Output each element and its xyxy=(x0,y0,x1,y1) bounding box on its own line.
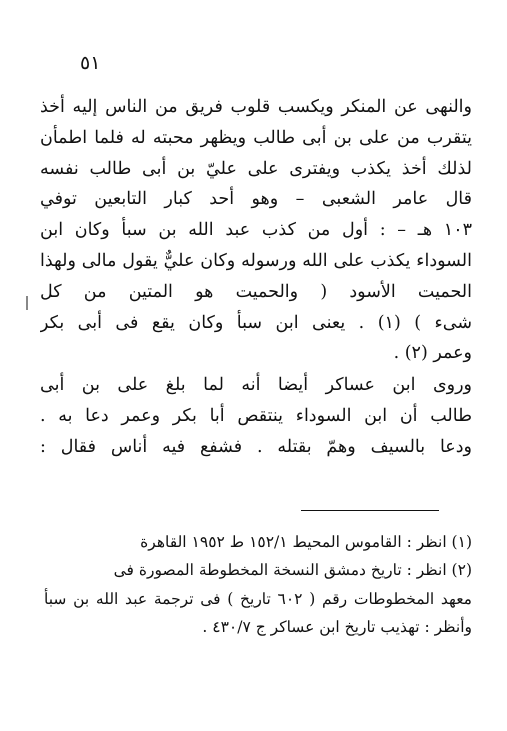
text-line: السوداء يكذب على الله ورسوله وكان عليٌّ يقول مالى ولهذا xyxy=(40,250,472,271)
margin-mark xyxy=(26,296,28,310)
footnote-line: وأنظر : تهذيب تاريخ ابن عساكر ج ٤٣٠/٧ . xyxy=(202,618,472,637)
footnote-line: (١) انظر : القاموس المحيط ١٥٢/١ ط ١٩٥٢ القاهرة xyxy=(140,533,472,551)
text-line: طالب أن ابن السوداء ينتقص أبا بكر وعمر دعا به . xyxy=(40,405,472,426)
text-line: والنهى عن المنكر ويكسب قلوب فريق من الناس إليه أخذ xyxy=(40,97,472,117)
text-line: ١٠٣ هـ – : أول من كذب عبد الله بن سبأ وكان ابن xyxy=(40,220,472,241)
second-paragraph xyxy=(40,370,472,462)
main-paragraph xyxy=(40,92,472,369)
text-line: لذلك أخذ يكذب ويفترى على عليّ بن أبى طالب نفسه xyxy=(40,158,472,179)
page-number: ٥١ xyxy=(80,52,101,74)
footnote-line: (٢) انظر : تاريخ دمشق النسخة المخطوطة المصورة فى xyxy=(113,561,472,580)
text-line: وعمر (٢) . xyxy=(393,343,472,364)
text-line: قال عامر الشعبى – وهو أحد كبار التابعين توفي xyxy=(40,189,472,210)
text-line: وروى ابن عساكر أيضا أنه لما بلغ على بن أبى xyxy=(40,375,472,395)
footnote-separator xyxy=(301,510,439,511)
footnote-line: معهد المخطوطات رقم ( ٦٠٢ تاريخ ) فى ترجمة عبد الله بن سبأ xyxy=(44,589,472,608)
text-line: شىء ) (١) . يعنى ابن سبأ وكان يقع فى أبى بكر xyxy=(40,312,472,333)
text-line: الحميت الأسود ( والحميت هو المتين من كل xyxy=(40,281,472,302)
text-line: ودعا بالسيف وهمّ بقتله . فشفع فيه أناس فقال : xyxy=(40,436,472,457)
text-line: يتقرب من على بن أبى طالب ويظهر محبته له فلما اطمأن xyxy=(40,127,472,148)
footnotes xyxy=(44,528,472,642)
